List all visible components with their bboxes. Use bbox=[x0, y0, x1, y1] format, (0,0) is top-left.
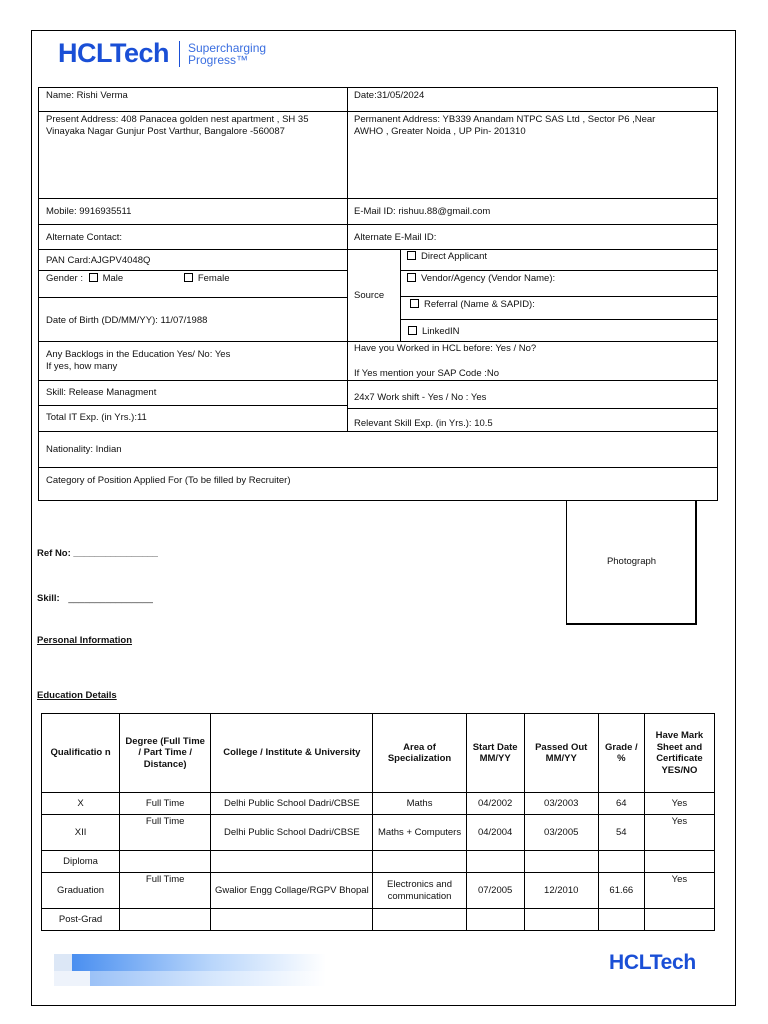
form-rule bbox=[38, 297, 348, 298]
col-header-college: College / Institute & University bbox=[211, 714, 373, 793]
alternate-contact-field: Alternate Contact: bbox=[46, 232, 123, 243]
referral-label: Referral (Name & SAPID): bbox=[424, 299, 535, 310]
nationality-field: Nationality: Indian bbox=[46, 444, 122, 455]
linkedin-checkbox[interactable] bbox=[408, 326, 417, 335]
present-address-line2: Vinayaka Nagar Gunjur Post Varthur, Bangalore -560087 bbox=[46, 126, 285, 137]
col-header-passed-out: Passed Out MM/YY bbox=[524, 714, 598, 793]
education-cell bbox=[644, 909, 714, 931]
form-rule bbox=[400, 319, 718, 320]
gender-male-label: Male bbox=[102, 273, 124, 284]
form-rule bbox=[38, 380, 718, 381]
education-cell: 03/2003 bbox=[524, 793, 598, 815]
permanent-address-line2: AWHO , Greater Noida , UP Pin- 201310 bbox=[354, 126, 526, 137]
education-cell bbox=[598, 851, 644, 873]
education-cell bbox=[524, 909, 598, 931]
work-shift-field: 24x7 Work shift - Yes / No : Yes bbox=[354, 392, 487, 403]
alternate-email-field: Alternate E-Mail ID: bbox=[354, 232, 437, 243]
education-cell bbox=[373, 851, 466, 873]
category-field: Category of Position Applied For (To be filled by Recruiter) bbox=[46, 475, 291, 486]
form-rule bbox=[347, 408, 718, 409]
education-cell: 07/2005 bbox=[466, 873, 524, 909]
gender-field bbox=[46, 273, 230, 285]
education-cell: X bbox=[42, 793, 120, 815]
present-address bbox=[46, 114, 344, 138]
education-cell: Gwalior Engg Collage/RGPV Bhopal bbox=[211, 873, 373, 909]
skill-line bbox=[37, 593, 153, 605]
vendor-checkbox[interactable] bbox=[407, 273, 416, 282]
education-cell bbox=[644, 851, 714, 873]
brand-name: HCLTech bbox=[58, 38, 169, 68]
direct-applicant-label: Direct Applicant bbox=[421, 251, 488, 262]
education-details-heading: Education Details bbox=[37, 690, 117, 701]
education-cell bbox=[211, 851, 373, 873]
education-cell: 04/2002 bbox=[466, 793, 524, 815]
source-option-vendor bbox=[407, 273, 555, 285]
col-header-qualification: Qualificatio n bbox=[42, 714, 120, 793]
form-rule bbox=[38, 405, 348, 406]
vendor-label: Vendor/Agency (Vendor Name): bbox=[421, 273, 556, 284]
source-option-direct bbox=[407, 251, 487, 263]
education-row bbox=[42, 851, 715, 873]
gender-label: Gender : bbox=[46, 273, 83, 284]
education-cell bbox=[466, 909, 524, 931]
direct-applicant-checkbox[interactable] bbox=[407, 251, 416, 260]
footer-gradient-bar bbox=[54, 954, 326, 986]
footer-logo: HCLTech bbox=[609, 951, 696, 974]
form-rule bbox=[38, 224, 718, 225]
total-exp-field: Total IT Exp. (in Yrs.):11 bbox=[46, 412, 147, 423]
education-cell bbox=[373, 909, 466, 931]
permanent-address-line1: Permanent Address: YB339 Anandam NTPC SAS Ltd , Sector P6 ,Near bbox=[354, 114, 656, 125]
education-cell: Full Time bbox=[120, 873, 211, 909]
tagline bbox=[188, 42, 266, 66]
education-cell: 61.66 bbox=[598, 873, 644, 909]
education-cell: Full Time bbox=[120, 815, 211, 851]
mobile-field: Mobile: 9916935511 bbox=[46, 206, 132, 217]
col-header-degree: Degree (Full Time / Part Time / Distance) bbox=[120, 714, 211, 793]
source-option-linkedin bbox=[408, 322, 460, 338]
form-rule bbox=[38, 249, 718, 250]
education-row bbox=[42, 793, 715, 815]
education-cell: Graduation bbox=[42, 873, 120, 909]
education-cell: Yes bbox=[644, 815, 714, 851]
personal-information-heading: Personal Information bbox=[37, 635, 133, 646]
backlogs-line2: If yes, how many bbox=[46, 361, 118, 372]
col-header-start-date: Start Date MM/YY bbox=[466, 714, 524, 793]
skill-field: Skill: Release Managment bbox=[46, 387, 157, 398]
gender-female-checkbox[interactable] bbox=[184, 273, 193, 282]
col-header-grade: Grade / % bbox=[598, 714, 644, 793]
education-cell: Delhi Public School Dadri/CBSE bbox=[211, 815, 373, 851]
col-header-specialization: Area of Specialization bbox=[373, 714, 466, 793]
backlogs-field bbox=[46, 349, 230, 373]
relevant-exp-field: Relevant Skill Exp. (in Yrs.): 10.5 bbox=[354, 418, 493, 429]
education-cell: 64 bbox=[598, 793, 644, 815]
education-cell: 12/2010 bbox=[524, 873, 598, 909]
worked-hcl-field: Have you Worked in HCL before: Yes / No? bbox=[354, 343, 537, 354]
education-cell bbox=[598, 909, 644, 931]
linkedin-label: LinkedIN bbox=[422, 326, 460, 337]
backlogs-line1: Any Backlogs in the Education Yes/ No: Yes bbox=[46, 349, 231, 360]
education-table bbox=[41, 713, 715, 931]
email-field: E-Mail ID: rishuu.88@gmail.com bbox=[354, 206, 491, 217]
skill-line-blank: ________________ bbox=[68, 593, 153, 604]
form-rule bbox=[38, 431, 718, 432]
form-divider bbox=[400, 249, 401, 341]
photograph-label: Photograph bbox=[606, 556, 657, 567]
education-cell: Maths bbox=[373, 793, 466, 815]
education-cell: XII bbox=[42, 815, 120, 851]
form-rule bbox=[400, 270, 718, 271]
form-rule bbox=[38, 111, 718, 112]
education-cell bbox=[120, 909, 211, 931]
sap-code-field: If Yes mention your SAP Code :No bbox=[354, 368, 500, 379]
form-rule bbox=[400, 296, 718, 297]
education-cell: 04/2004 bbox=[466, 815, 524, 851]
form-rule bbox=[38, 270, 348, 271]
education-cell: Delhi Public School Dadri/CBSE bbox=[211, 793, 373, 815]
education-cell: Yes bbox=[644, 793, 714, 815]
permanent-address bbox=[354, 114, 716, 138]
education-cell: Maths + Computers bbox=[373, 815, 466, 851]
name-field: Name: Rishi Verma bbox=[46, 90, 128, 101]
present-address-line1: Present Address: 408 Panacea golden nest apartment , SH 35 bbox=[46, 114, 309, 125]
education-row bbox=[42, 815, 715, 851]
dob-field: Date of Birth (DD/MM/YY): 11/07/1988 bbox=[46, 315, 208, 326]
referral-checkbox[interactable] bbox=[410, 299, 419, 308]
education-cell bbox=[211, 909, 373, 931]
education-header-row bbox=[42, 714, 715, 793]
form-rule bbox=[38, 341, 718, 342]
hcltech-logo bbox=[58, 38, 266, 69]
education-cell: Full Time bbox=[120, 793, 211, 815]
form-rule bbox=[38, 467, 718, 468]
education-cell: Diploma bbox=[42, 851, 120, 873]
education-cell: Yes bbox=[644, 873, 714, 909]
col-header-mark-sheet: Have Mark Sheet and Certificate YES/NO bbox=[644, 714, 714, 793]
education-cell: 54 bbox=[598, 815, 644, 851]
pan-field: PAN Card:AJGPV4048Q bbox=[46, 255, 151, 266]
form-rule bbox=[38, 198, 718, 199]
education-cell: 03/2005 bbox=[524, 815, 598, 851]
gender-female-label: Female bbox=[197, 273, 230, 284]
gender-male-checkbox[interactable] bbox=[89, 273, 98, 282]
tagline-line1: Supercharging bbox=[188, 40, 267, 55]
source-option-referral bbox=[410, 299, 535, 311]
education-cell bbox=[466, 851, 524, 873]
education-cell bbox=[524, 851, 598, 873]
ref-no-field: Ref No: ________________ bbox=[37, 548, 158, 559]
education-row bbox=[42, 873, 715, 909]
skill-line-label: Skill: bbox=[37, 593, 60, 604]
source-label: Source bbox=[354, 290, 385, 301]
tagline-line2: Progress™ bbox=[188, 52, 249, 67]
logo-divider bbox=[179, 41, 180, 67]
date-field: Date:31/05/2024 bbox=[354, 90, 425, 101]
education-cell bbox=[120, 851, 211, 873]
education-cell: Post-Grad bbox=[42, 909, 120, 931]
education-row bbox=[42, 909, 715, 931]
education-cell: Electronics and communication bbox=[373, 873, 466, 909]
